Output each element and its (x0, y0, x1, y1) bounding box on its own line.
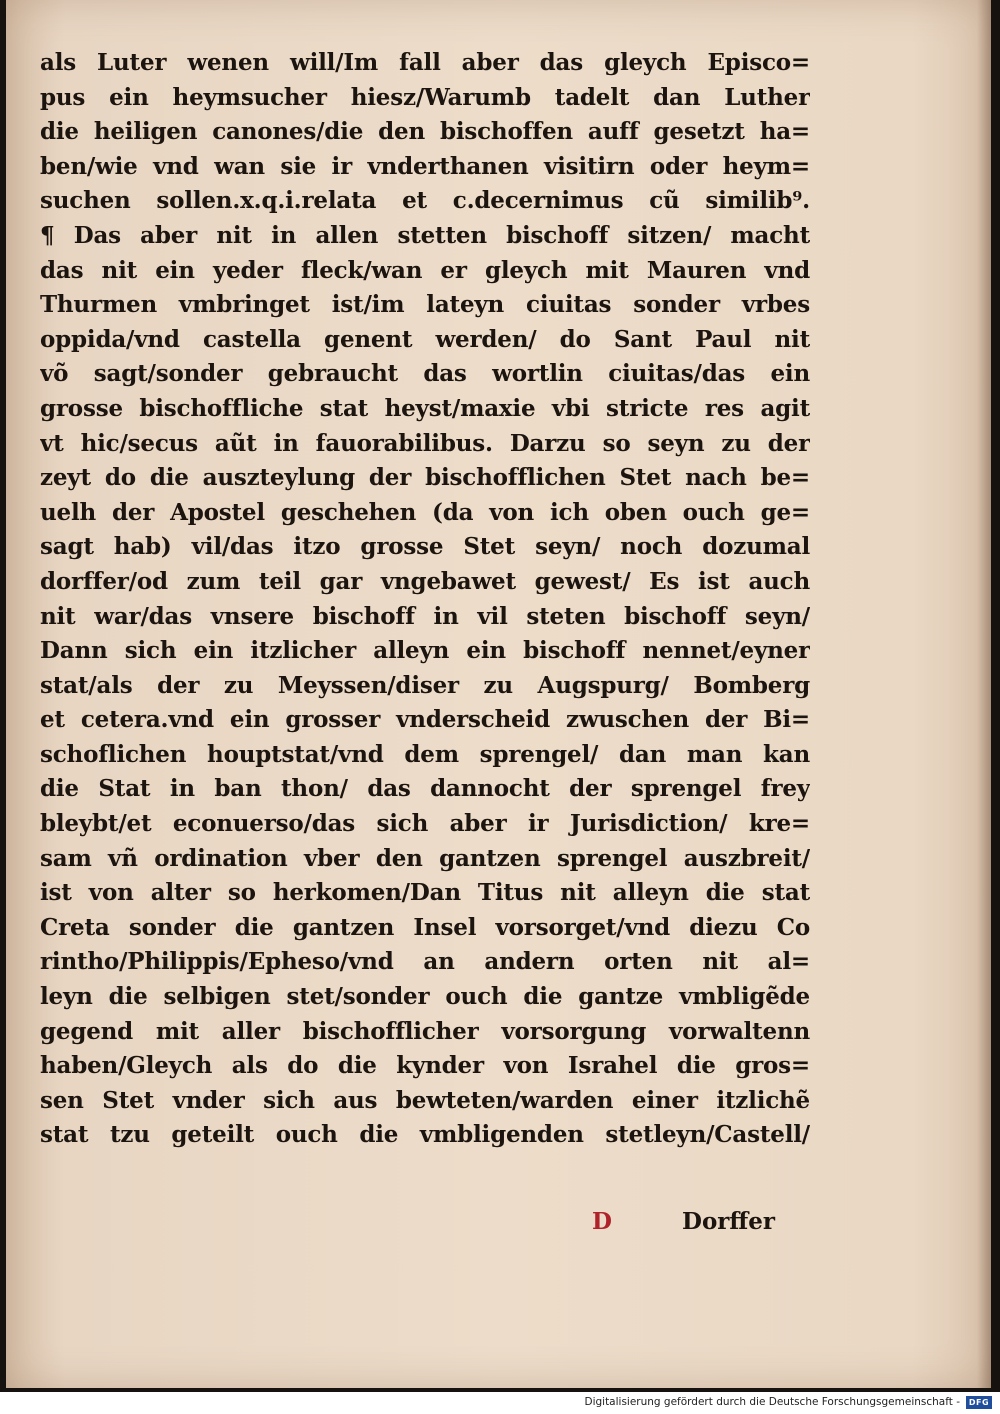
text-block (40, 46, 810, 1153)
text-line: oppida/vnd castella genent werden/ do Sant Paul nit (40, 325, 810, 353)
text-line: bleybt/et econuerso/das sich aber ir Jurisdiction/ kre= (40, 810, 810, 838)
text-line: Dann sich ein itzlicher alleyn ein bischoff nennet/eyner (40, 637, 810, 665)
dfg-credit: Digitalisierung gefördert durch die Deutsche Forschungsgemeinschaft - (584, 1396, 960, 1408)
catchword-row (586, 1208, 806, 1244)
text-line: pus ein heymsucher hiesz/Warumb tadelt dan Luther (40, 83, 810, 111)
text-line: ben/wie vnd wan sie ir vnderthanen visitirn oder heym= (40, 152, 810, 180)
text-line: Thurmen vmbringet ist/im lateyn ciuitas sonder vrbes (40, 291, 810, 319)
text-line: leyn die selbigen stet/sonder ouch die gantze vmbligẽde (40, 983, 810, 1011)
catchword: Dorffer (682, 1208, 776, 1235)
text-line: schoflichen houptstat/vnd dem sprengel/ dan man kan (40, 740, 810, 768)
text-line: sen Stet vnder sich aus bewteten/warden einer itzlichẽ (40, 1086, 810, 1114)
text-line: die Stat in ban thon/ das dannocht der sprengel frey (40, 775, 810, 803)
signature-mark: D (592, 1208, 612, 1235)
text-line: ist von alter so herkomen/Dan Titus nit alleyn die stat (40, 879, 810, 907)
text-line: das nit ein yeder fleck/wan er gleych mit Mauren vnd (40, 256, 810, 284)
text-line: dorffer/od zum teil gar vngebawet gewest/ Es ist auch (40, 567, 810, 595)
text-line: grosse bischoffliche stat heyst/maxie vbi stricte res agit (40, 394, 810, 422)
text-line: gegend mit aller bischofflicher vorsorgung vorwaltenn (40, 1017, 810, 1045)
text-line: vt hic/secus aũt in fauorabilibus. Darzu so seyn zu der (40, 429, 810, 457)
text-line: zeyt do die auszteylung der bischofflichen Stet nach be= (40, 464, 810, 492)
text-line: stat/als der zu Meyssen/diser zu Augspurg/ Bomberg (40, 671, 810, 699)
dfg-logo: DFG (966, 1396, 992, 1409)
text-line: die heiligen canones/die den bischoffen auff gesetzt ha= (40, 118, 810, 146)
text-line: suchen sollen.x.q.i.relata et c.decernimus cũ similib⁹. (40, 187, 810, 215)
book-page (6, 0, 991, 1388)
text-line: uelh der Apostel geschehen (da von ich oben ouch ge= (40, 498, 810, 526)
text-line: võ sagt/sonder gebraucht das wortlin ciuitas/das ein (40, 360, 810, 388)
text-line: als Luter wenen will/Im fall aber das gleych Episco= (40, 49, 810, 76)
text-line: Creta sonder die gantzen Insel vorsorget/vnd diezu Co (40, 913, 810, 941)
text-line: stat tzu geteilt ouch die vmbligenden stetleyn/Castell/ (40, 1121, 810, 1149)
text-line: sagt hab) vil/das itzo grosse Stet seyn/ noch dozumal (40, 533, 810, 561)
footer-bar (0, 1392, 1000, 1414)
text-line: et cetera.vnd ein grosser vnderscheid zwuschen der Bi= (40, 706, 810, 734)
text-line-paragraph: ¶ Das aber nit in allen stetten bischoff sitzen/ macht (40, 221, 810, 249)
text-line: nit war/das vnsere bischoff in vil steten bischoff seyn/ (40, 602, 810, 630)
text-line: sam vñ ordination vber den gantzen sprengel auszbreit/ (40, 844, 810, 872)
text-line: haben/Gleych als do die kynder von Israhel die gros= (40, 1052, 810, 1080)
text-line: rintho/Philippis/Epheso/vnd an andern orten nit al= (40, 948, 810, 976)
